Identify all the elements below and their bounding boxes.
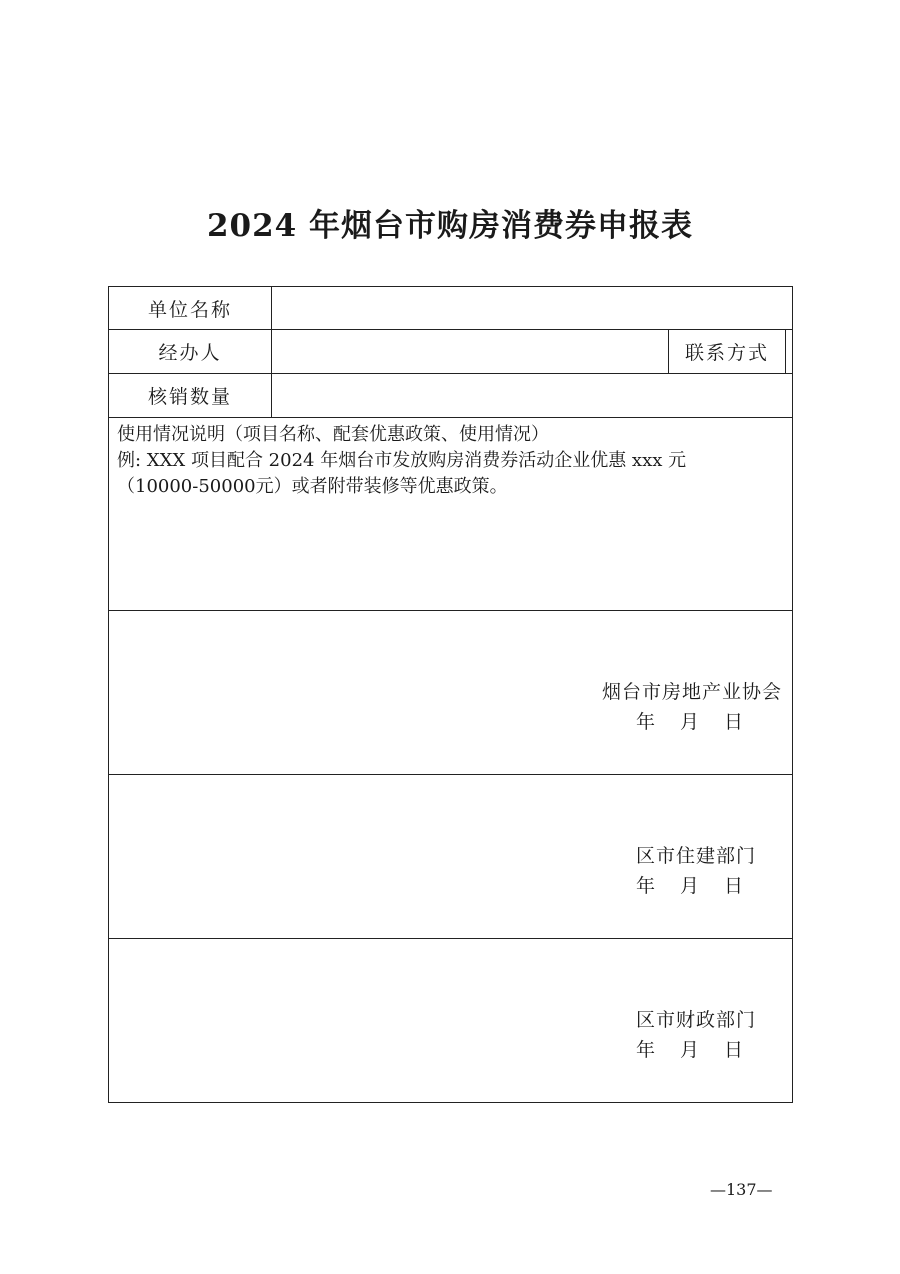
finance-dept-name: 区市财政部门 [635, 1009, 756, 1031]
unit-name-label: 单位名称 [109, 287, 272, 329]
year-label: 年 [635, 1039, 656, 1061]
association-org-name: 烟台市房地产业协会 [601, 681, 782, 703]
page-number: —137— [710, 1180, 773, 1199]
housing-dept-signature-block [636, 841, 782, 901]
association-date [602, 707, 782, 737]
day-label: 日 [723, 875, 744, 897]
unit-name-field[interactable] [272, 287, 792, 329]
day-label: 日 [723, 711, 744, 733]
association-signature-block [602, 677, 782, 737]
write-off-count-field[interactable] [272, 374, 792, 417]
usage-example-line-1: 例: XXX 项目配合 2024 年烟台市发放购房消费券活动企业优惠 xxx 元 [117, 450, 687, 471]
application-form-table [108, 286, 793, 1103]
contact-label: 联系方式 [669, 330, 786, 373]
month-label: 月 [679, 875, 700, 897]
month-label: 月 [679, 1039, 700, 1061]
handler-row [109, 330, 792, 374]
year-label: 年 [635, 875, 656, 897]
write-off-count-row [109, 374, 792, 418]
unit-name-row [109, 287, 792, 330]
association-approval-row[interactable] [109, 611, 792, 775]
housing-dept-approval-row[interactable] [109, 775, 792, 939]
contact-field[interactable] [786, 330, 792, 373]
write-off-count-label: 核销数量 [109, 374, 272, 417]
finance-dept-approval-row[interactable] [109, 939, 792, 1102]
usage-description-row[interactable] [109, 418, 792, 611]
handler-field[interactable] [272, 330, 669, 373]
year-label: 年 [635, 711, 656, 733]
handler-label: 经办人 [109, 330, 272, 373]
usage-heading: 使用情况说明（项目名称、配套优惠政策、使用情况） [117, 424, 549, 445]
usage-example-line-2: （10000-50000元）或者附带装修等优惠政策。 [117, 476, 508, 497]
day-label: 日 [723, 1039, 744, 1061]
finance-dept-date [636, 1035, 782, 1065]
finance-dept-signature-block [636, 1005, 782, 1065]
housing-dept-date [636, 871, 782, 901]
month-label: 月 [679, 711, 700, 733]
page-title: 2024 年烟台市购房消费券申报表 [206, 208, 694, 244]
usage-description-text [117, 422, 786, 500]
housing-dept-name: 区市住建部门 [635, 845, 756, 867]
